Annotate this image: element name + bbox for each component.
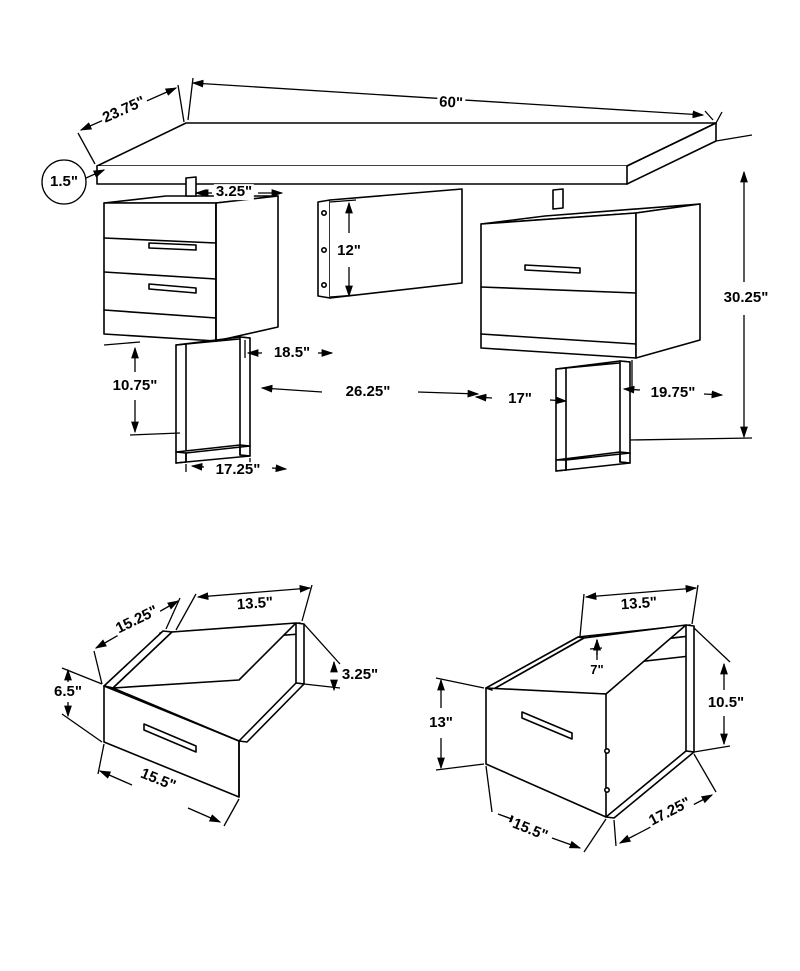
dimension-label-right-pedestal-width: 17" [508, 390, 532, 408]
dimension-label-small-drawer-side-depth: 15.25" [113, 602, 161, 638]
dimension-label-top-thickness: 1.5" [50, 173, 78, 191]
dimension-label-right-leg-depth: 19.75" [650, 384, 696, 402]
desk-geometry [97, 123, 751, 818]
dimension-label-leg-height: 10.75" [112, 377, 158, 395]
dimension-label-small-drawer-front-width: 15.5" [138, 764, 179, 795]
dimension-label-center-clearance-height: 12" [337, 242, 361, 260]
left-support-post [186, 177, 196, 196]
dimension-label-large-drawer-inner-depth: 7" [590, 662, 604, 678]
dimension-label-drawer-front-height: 3.25" [215, 183, 253, 201]
dimension-label-large-drawer-box-height: 10.5" [707, 694, 745, 712]
desk-top [97, 123, 720, 184]
dimension-label-small-drawer-front-height: 6.5" [54, 683, 82, 701]
dimension-label-small-drawer-box-height: 3.25" [341, 666, 379, 684]
small-drawer-detail [104, 623, 308, 797]
dimension-label-pedestal-width: 18.5" [273, 344, 311, 362]
right-drawer-pedestal [481, 204, 700, 358]
dimension-label-overall-height: 30.25" [723, 289, 769, 307]
dimension-label-small-drawer-inner-width: 13.5" [236, 593, 274, 614]
left-metal-leg [176, 337, 250, 463]
left-drawer-pedestal [104, 194, 280, 341]
dimension-label-knee-space-width: 26.25" [345, 383, 391, 401]
dimension-label-large-drawer-inner-width: 13.5" [620, 593, 658, 614]
dimension-label-leg-depth: 17.25" [215, 461, 261, 479]
dimension-label-overall-depth: 23.75" [99, 92, 148, 127]
large-drawer-detail [486, 625, 694, 818]
dimension-label-large-drawer-front-height: 13" [429, 714, 453, 732]
dimension-label-large-drawer-front-width: 15.5" [510, 814, 551, 845]
dimension-label-overall-width: 60" [438, 93, 464, 112]
dimension-label-large-drawer-side-depth: 17.25" [646, 793, 694, 830]
right-support-post [553, 189, 563, 209]
